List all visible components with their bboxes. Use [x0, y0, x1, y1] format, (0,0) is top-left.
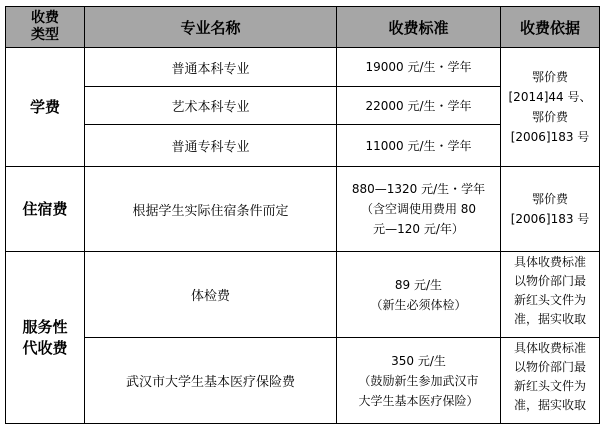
fee-basis-lodging	[501, 167, 600, 252]
basis-line: 以物价部门最	[513, 274, 586, 288]
fee-basis-exam	[501, 252, 600, 338]
fee-standard-lodging	[337, 167, 501, 252]
standard-line: （新生必须体检）	[370, 297, 467, 312]
program-name: 武汉市大学生基本医疗保险费	[85, 338, 337, 424]
basis-line: 以物价部门最	[513, 360, 586, 374]
fee-standard: 22000 元/生・学年	[337, 87, 501, 125]
program-name: 体检费	[85, 252, 337, 338]
standard-line: 89 元/生	[394, 277, 443, 292]
basis-line: [2014]44 号、	[508, 90, 592, 104]
standard-line: 大学生基本医疗保险）	[358, 393, 479, 408]
basis-line: 鄂价费	[531, 70, 568, 84]
basis-line: 鄂价费	[531, 192, 568, 206]
basis-line: 准，据实收取	[513, 398, 586, 412]
basis-line: 新红头文件为	[513, 379, 586, 393]
standard-line: （含空调使用费用 80	[360, 202, 477, 216]
basis-line: 具体收费标准	[513, 341, 586, 355]
header-row	[6, 7, 600, 48]
table-row	[6, 48, 600, 87]
basis-line: [2006]183 号	[510, 212, 590, 226]
program-name: 普通本科专业	[85, 48, 337, 87]
fee-standard: 19000 元/生・学年	[337, 48, 501, 87]
standard-line: 880—1320 元/生・学年	[351, 182, 486, 196]
header-fee-type	[6, 7, 85, 48]
table-row	[6, 252, 600, 338]
standard-line: （鼓励新生参加武汉市	[358, 373, 479, 388]
fee-standard-exam	[337, 252, 501, 338]
type-service	[6, 252, 85, 424]
fee-standard-insurance	[337, 338, 501, 424]
fee-basis-insurance	[501, 338, 600, 424]
program-name: 艺术本科专业	[85, 87, 337, 125]
fee-basis-tuition	[501, 48, 600, 167]
basis-line: 准，据实收取	[513, 312, 586, 326]
type-lodging: 住宿费	[6, 167, 85, 252]
basis-line: 具体收费标准	[513, 255, 586, 269]
header-fee-type-line2: 类型	[31, 27, 59, 43]
fee-standard: 11000 元/生・学年	[337, 125, 501, 167]
standard-line: 元—120 元/年）	[373, 222, 464, 236]
type-service-line1: 服务性	[22, 317, 68, 336]
type-tuition: 学费	[6, 48, 85, 167]
header-fee-type-line1: 收费	[31, 10, 59, 26]
fee-table	[5, 6, 600, 424]
basis-line: 新红头文件为	[513, 293, 586, 307]
basis-line: [2006]183 号	[510, 130, 590, 144]
header-program-name: 专业名称	[85, 7, 337, 48]
program-name: 普通专科专业	[85, 125, 337, 167]
standard-line: 350 元/生	[391, 353, 446, 368]
type-service-line2: 代收费	[22, 338, 68, 357]
header-fee-standard: 收费标准	[337, 7, 501, 48]
header-fee-basis: 收费依据	[501, 7, 600, 48]
table-row	[6, 338, 600, 424]
program-name: 根据学生实际住宿条件而定	[85, 167, 337, 252]
basis-line: 鄂价费	[531, 110, 568, 124]
table-row	[6, 167, 600, 252]
